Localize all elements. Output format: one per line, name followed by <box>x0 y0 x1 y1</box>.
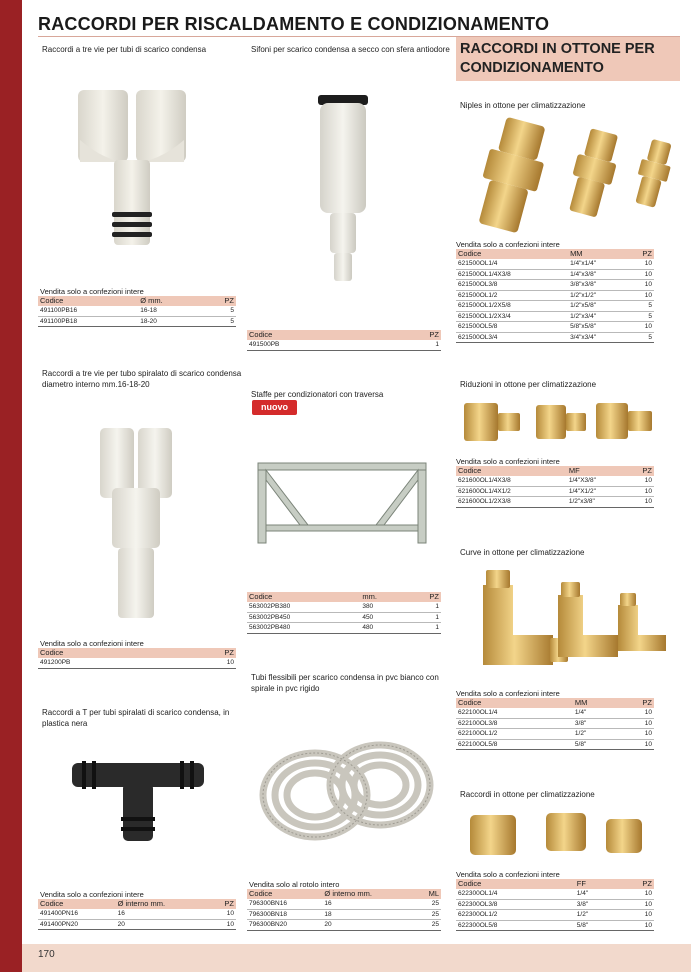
s8-note: Vendita solo al rotolo intero <box>249 880 340 889</box>
header-cell: PZ <box>407 592 441 602</box>
table-row: 622100OL3/8 3/8" 10 <box>458 719 652 727</box>
page-number: 170 <box>38 949 55 960</box>
header-cell: Codice <box>247 330 386 340</box>
table-row: 491200PB 10 <box>40 659 234 666</box>
s6-title: Riduzioni in ottone per climatizzazione <box>460 380 597 389</box>
table-row: 621500OL1/2X5/8 1/2"x5/8" 5 <box>458 302 652 309</box>
s3-note: Vendita solo a confezioni intere <box>456 240 560 249</box>
s6-table <box>456 466 654 508</box>
bracket-image <box>248 455 443 555</box>
brass-elbows-image <box>458 565 683 685</box>
header-cell: mm. <box>360 592 407 602</box>
brass-unions-image <box>458 805 683 867</box>
table-row: 796300BN20 20 25 <box>249 921 439 928</box>
spiral-three-way-image <box>92 418 182 623</box>
table-row: 622100OL5/8 5/8" 10 <box>458 740 652 748</box>
s1-note: Vendita solo a confezioni intere <box>40 287 144 296</box>
s2-title: Sifoni per scarico condensa a secco con sfera antiodore <box>251 45 450 54</box>
header-cell: Ø interno mm. <box>116 899 211 909</box>
header-cell: PZ <box>627 466 654 476</box>
table-row: 621500OL3/4 3/4"x3/4" 5 <box>458 333 652 341</box>
table-row: 622300OL5/8 5/8" 10 <box>458 921 652 929</box>
table-row: 621600OL1/4X3/8 1/4"X3/8" 10 <box>458 477 652 484</box>
s9-table <box>38 899 236 930</box>
s1-title: Raccordi a tre vie per tubi di scarico condensa <box>42 45 207 54</box>
table-row: 622300OL1/4 1/4" 10 <box>458 890 652 897</box>
flex-tube-coil-image <box>255 715 440 865</box>
s10-title: Raccordi in ottone per climatizzazione <box>460 790 595 799</box>
table-row: 621500OL1/2 1/2"x1/2" 10 <box>458 291 652 299</box>
brass-reductions-image <box>458 395 683 450</box>
side-accent-bar <box>0 0 22 972</box>
header-cell: MM <box>573 698 617 708</box>
three-way-fitting-image <box>70 90 205 250</box>
table-row: 622100OL1/2 1/2" 10 <box>458 730 652 737</box>
header-cell: PZ <box>203 296 236 306</box>
header-cell: Ø interno mm. <box>322 889 415 899</box>
s9-note: Vendita solo a confezioni intere <box>40 890 144 899</box>
table-row: 621500OL1/4 1/4"x1/4" 10 <box>458 260 652 267</box>
table-row: 563002PB480 480 1 <box>249 624 439 631</box>
table-row: 621500OL1/4X3/8 1/4"x3/8" 10 <box>458 270 652 278</box>
header-cell: Codice <box>38 296 138 306</box>
s4-title-line2: diametro interno mm.16-18-20 <box>42 380 150 389</box>
page-title: RACCORDI PER RISCALDAMENTO E CONDIZIONAMENTO <box>38 14 550 34</box>
table-row: 491400PN20 20 10 <box>40 920 234 928</box>
header-cell: PZ <box>211 899 236 909</box>
brass-header-line2: CONDIZIONAMENTO <box>460 60 604 76</box>
s9-title-line2: plastica nera <box>42 719 88 728</box>
black-t-fitting-image <box>68 745 208 845</box>
s7-note: Vendita solo a confezioni intere <box>456 689 560 698</box>
s10-table <box>456 879 654 931</box>
header-cell: PZ <box>617 879 654 889</box>
table-row: 563002PB450 450 1 <box>249 613 439 621</box>
new-badge: nuovo <box>252 400 297 415</box>
brass-header-line1: RACCORDI IN OTTONE PER <box>460 41 655 57</box>
header-cell: PZ <box>617 698 654 708</box>
header-cell: ML <box>415 889 441 899</box>
table-row: 622100OL1/4 1/4" 10 <box>458 709 652 716</box>
header-cell: PZ <box>180 648 236 658</box>
s8-title-line1: Tubi flessibili per scarico condensa in pvc bianco con <box>251 673 439 682</box>
s1-table <box>38 296 236 327</box>
table-row: 622300OL3/8 3/8" 10 <box>458 900 652 908</box>
header-cell: PZ <box>627 249 654 259</box>
table-row: 621500OL1/2X3/4 1/2"x3/4" 5 <box>458 312 652 320</box>
s2-table <box>247 330 441 351</box>
header-cell: MF <box>567 466 628 476</box>
header-cell: Codice <box>38 648 180 658</box>
s5-table <box>247 592 441 634</box>
brass-nipples-image <box>462 115 682 240</box>
table-row: 621500OL3/8 3/8"x3/8" 10 <box>458 281 652 288</box>
s3-table <box>456 249 654 343</box>
table-row: 621500OL5/8 5/8"x5/8" 10 <box>458 323 652 330</box>
s7-title: Curve in ottone per climatizzazione <box>460 548 585 557</box>
header-cell: Codice <box>456 698 573 708</box>
header-cell: Ø mm. <box>138 296 203 306</box>
table-row: 491100PB16 16-18 5 <box>40 307 234 314</box>
s4-table <box>38 648 236 669</box>
table-row: 491400PN16 16 10 <box>40 910 234 917</box>
s7-table <box>456 698 654 750</box>
brass-section-header <box>456 37 680 81</box>
s4-note: Vendita solo a confezioni intere <box>40 639 144 648</box>
table-row: 621600OL1/4X1/2 1/4"X1/2" 10 <box>458 487 652 495</box>
s4-title-line1: Raccordi a tre vie per tubo spiralato di scarico condensa <box>42 369 242 378</box>
s8-title-line2: spirale in pvc rigido <box>251 684 320 693</box>
header-cell: FF <box>575 879 617 889</box>
s5-title: Staffe per condizionatori con traversa <box>251 390 384 399</box>
table-row: 563002PB380 380 1 <box>249 603 439 610</box>
table-row: 796300BN18 18 25 <box>249 910 439 918</box>
header-cell: Codice <box>247 592 360 602</box>
s9-title-line1: Raccordi a T per tubi spiralati di scarico condensa, in <box>42 708 230 717</box>
header-cell: Codice <box>456 879 575 889</box>
s10-note: Vendita solo a confezioni intere <box>456 870 560 879</box>
header-cell: Codice <box>456 466 567 476</box>
s6-note: Vendita solo a confezioni intere <box>456 457 560 466</box>
header-cell: Codice <box>247 889 322 899</box>
header-cell: PZ <box>386 330 441 340</box>
header-cell: Codice <box>456 249 568 259</box>
header-cell: MM <box>568 249 627 259</box>
s8-table <box>247 889 441 931</box>
header-cell: Codice <box>38 899 116 909</box>
table-row: 796300BN16 16 25 <box>249 900 439 907</box>
table-row: 622300OL1/2 1/2" 10 <box>458 911 652 918</box>
siphon-image <box>300 85 390 285</box>
footer-bar <box>22 944 691 972</box>
s3-title: Niples in ottone per climatizzazione <box>460 101 586 110</box>
table-row: 491500PB 1 <box>249 341 439 348</box>
table-row: 491100PB18 18-20 5 <box>40 317 234 325</box>
table-row: 621600OL1/2X3/8 1/2"x3/8" 10 <box>458 498 652 505</box>
